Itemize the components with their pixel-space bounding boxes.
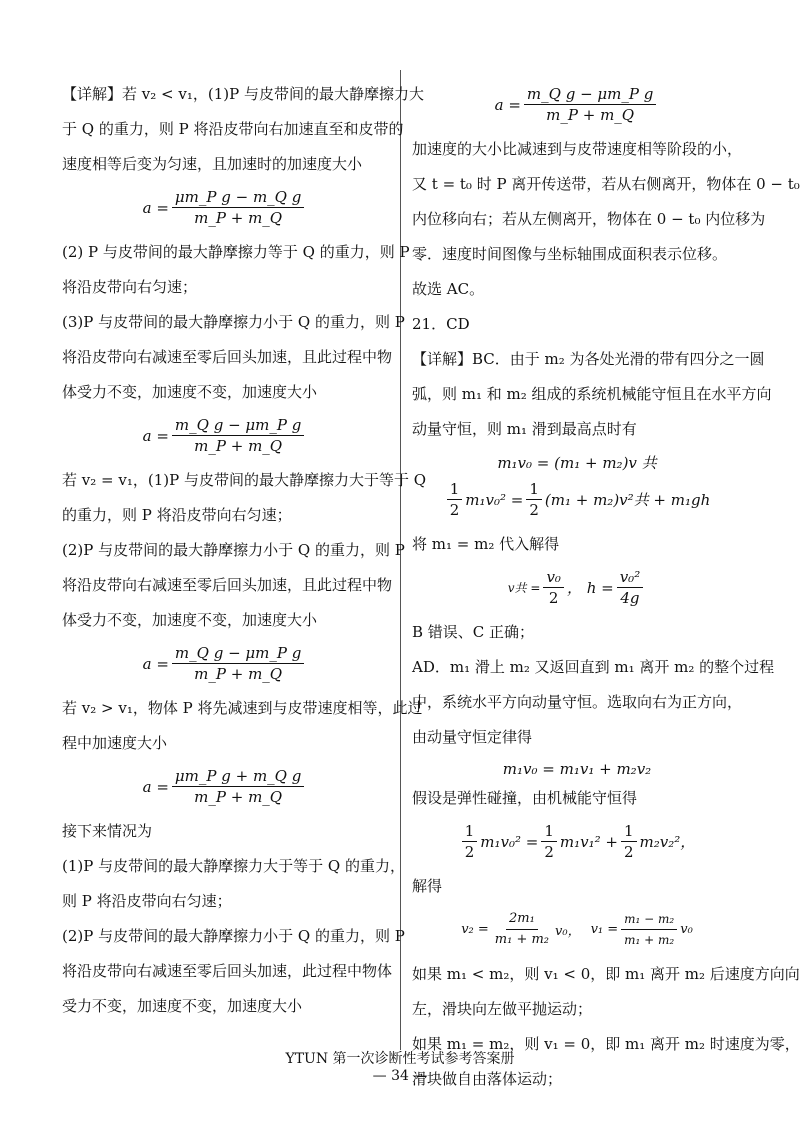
fraction-numerator: μm_P g − m_Q g <box>172 187 304 208</box>
eq-lhs: a = <box>142 654 169 673</box>
fraction-numerator: v₀ <box>543 567 564 588</box>
text-line: 将沿皮带向右减速至零后回头加速，此过程中物体 <box>62 962 393 980</box>
text-line: 若 v₂ = v₁，(1)P 与皮带间的最大静摩擦力大于等于 Q <box>62 471 427 489</box>
equation <box>412 909 742 950</box>
text-line: 将沿皮带向右减速至零后回头加速，且此过程中物 <box>62 576 393 594</box>
text-line: 受力不变，加速度不变，加速度大小 <box>62 997 303 1015</box>
fraction-denominator: 2 <box>464 843 475 861</box>
eq-lhs: a = <box>494 95 521 114</box>
text-line: 若 v₂ > v₁，物体 P 将先减速到与皮带速度相等，此过 <box>62 699 423 717</box>
right-column <box>412 84 800 1102</box>
fraction <box>543 567 564 608</box>
eq-part: (m₁ + m₂)v²共 + m₁gh <box>544 491 711 509</box>
fraction-numerator: m_Q g − μm_P g <box>524 84 656 105</box>
eq-part: m₂v₂²， <box>639 833 696 851</box>
text-line: 故选 AC。 <box>412 280 485 298</box>
text-line: 将 m₁ = m₂ 代入解得 <box>412 535 560 553</box>
fraction-numerator: 1 <box>526 479 542 500</box>
fraction-denominator: m_P + m_Q <box>194 665 283 683</box>
text-line: 由动量守恒定律得 <box>412 728 533 746</box>
equation <box>62 643 388 684</box>
text-line: (1)P 与皮带间的最大静摩擦力大于等于 Q 的重力， <box>62 857 405 875</box>
text-line: 将沿皮带向右减速至零后回头加速，且此过程中物 <box>62 348 393 366</box>
fraction-denominator: m_P + m_Q <box>194 209 283 227</box>
text-line: 如果 m₁ < m₂，则 v₁ < 0，即 m₁ 离开 m₂ 后速度方向向 <box>412 965 800 983</box>
text-line: 滑块做自由落体运动； <box>412 1070 563 1088</box>
fraction-numerator: m_Q g − μm_P g <box>172 415 304 436</box>
text-line: (2)P 与皮带间的最大静摩擦力小于 Q 的重力，则 P <box>62 927 405 945</box>
equation <box>412 452 742 473</box>
text-line: 的重力，则 P 将沿皮带向右匀速； <box>62 506 292 524</box>
left-column <box>62 82 427 1029</box>
fraction <box>617 567 644 608</box>
text-line: B 错误、C 正确； <box>412 623 535 641</box>
equation <box>412 567 742 608</box>
fraction-numerator: 1 <box>462 821 478 842</box>
text-line: 于 Q 的重力，则 P 将沿皮带向右加速直至和皮带的 <box>62 120 404 138</box>
fraction <box>621 909 677 950</box>
text-line: 动量守恒，则 m₁ 滑到最高点时有 <box>412 420 637 438</box>
fraction-numerator: 2m₁ <box>506 909 538 930</box>
eq-line: m₁v₀ = (m₁ + m₂)v 共 <box>497 454 657 472</box>
text-line: 速度相等后变为匀速，且加速时的加速度大小 <box>62 155 363 173</box>
fraction-numerator: 1 <box>621 821 637 842</box>
fraction <box>492 909 552 950</box>
equation <box>62 415 388 456</box>
text-line: 接下来情况为 <box>62 822 153 840</box>
eq-lhs: v₂ = <box>461 922 489 937</box>
equation <box>412 760 742 778</box>
equation <box>412 821 742 862</box>
text-line: 中，系统水平方向动量守恒。选取向右为正方向， <box>412 693 743 711</box>
fraction <box>526 479 542 520</box>
fraction-denominator: m_P + m_Q <box>546 106 635 124</box>
fraction <box>541 821 557 862</box>
fraction <box>172 643 304 684</box>
fraction-numerator: 1 <box>447 479 463 500</box>
fraction <box>172 766 304 807</box>
text-line: 零．速度时间图像与坐标轴围成面积表示位移。 <box>412 245 728 263</box>
footer-title: YTUN 第一次诊断性考试参考答案册 <box>285 1051 515 1067</box>
text-line: AD．m₁ 滑上 m₂ 又返回直到 m₁ 离开 m₂ 的整个过程 <box>412 658 775 676</box>
fraction-denominator: m₁ + m₂ <box>624 933 675 947</box>
text-line: 体受力不变，加速度不变，加速度大小 <box>62 611 318 629</box>
eq-lhs: a = <box>142 198 169 217</box>
eq-lhs: a = <box>142 426 169 445</box>
eq-lhs: v共 = <box>507 581 541 595</box>
eq-part: m₁v₁² + <box>559 832 618 851</box>
fraction-denominator: 2 <box>529 501 539 519</box>
page-number: — 34 — <box>372 1068 428 1084</box>
text-line: 【详解】若 v₂ < v₁，(1)P 与皮带间的最大静摩擦力大 <box>62 85 424 103</box>
fraction-denominator: m_P + m_Q <box>194 437 283 455</box>
fraction-numerator: m_Q g − μm_P g <box>172 643 304 664</box>
text-line: 体受力不变，加速度不变，加速度大小 <box>62 383 318 401</box>
text-line: (3)P 与皮带间的最大静摩擦力小于 Q 的重力，则 P <box>62 313 405 331</box>
fraction-denominator: m_P + m_Q <box>194 788 283 806</box>
fraction-numerator: μm_P g + m_Q g <box>172 766 304 787</box>
fraction-numerator: v₀² <box>617 567 644 588</box>
text-line: 则 P 将沿皮带向右匀速； <box>62 892 232 910</box>
fraction-numerator: 1 <box>541 821 557 842</box>
text-line: (2) P 与皮带间的最大静摩擦力等于 Q 的重力，则 P <box>62 243 410 261</box>
text-line: 内位移向右；若从左侧离开，物体在 0 − t₀ 内位移为 <box>412 210 766 228</box>
eq-part: v₀ <box>680 922 693 937</box>
fraction-denominator: 2 <box>623 843 634 861</box>
text-line: 又 t = t₀ 时 P 离开传送带，若从右侧离开，物体在 0 − t₀ <box>412 175 800 193</box>
text-line: 弧，则 m₁ 和 m₂ 组成的系统机械能守恒且在水平方向 <box>412 385 772 403</box>
eq-part: m₁v₀² = <box>480 832 539 851</box>
fraction <box>172 415 304 456</box>
fraction-denominator: 2 <box>544 843 554 861</box>
fraction <box>621 821 637 862</box>
fraction-denominator: 2 <box>449 501 460 519</box>
fraction <box>524 84 656 125</box>
eq-part: m₁v₀² = <box>465 490 524 509</box>
equation <box>62 766 388 807</box>
text-line: 左，滑块向左做平抛运动； <box>412 1000 593 1018</box>
text-line: 加速度的大小比减速到与皮带速度相等阶段的小， <box>412 140 743 158</box>
eq-line: m₁v₀ = m₁v₁ + m₂v₂ <box>502 760 652 778</box>
eq-lhs: a = <box>142 777 169 796</box>
eq-part: v₀， <box>555 924 581 939</box>
text-line: 如果 m₁ = m₂，则 v₁ = 0，即 m₁ 离开 m₂ 时速度为零， <box>412 1035 800 1053</box>
eq-lhs: v₁ = <box>590 922 619 937</box>
fraction <box>172 187 304 228</box>
eq-part: ， h = <box>566 579 614 597</box>
text-line: 【详解】BC．由于 m₂ 为各处光滑的带有四分之一圆 <box>412 350 765 368</box>
equation <box>62 187 388 228</box>
text-line: 假设是弹性碰撞，由机械能守恒得 <box>412 789 638 807</box>
fraction <box>462 821 478 862</box>
fraction-numerator: m₁ − m₂ <box>621 909 677 930</box>
text-line: 将沿皮带向右匀速； <box>62 278 198 296</box>
text-line: 解得 <box>412 877 443 895</box>
fraction-denominator: m₁ + m₂ <box>494 932 550 947</box>
fraction <box>447 479 463 520</box>
equation <box>412 84 742 125</box>
column-divider <box>400 70 401 1050</box>
fraction-denominator: 2 <box>548 589 559 607</box>
text-line: 程中加速度大小 <box>62 734 168 752</box>
text-line: (2)P 与皮带间的最大静摩擦力小于 Q 的重力，则 P <box>62 541 405 559</box>
question-number: 21．CD <box>412 315 470 333</box>
equation <box>412 479 742 520</box>
fraction-denominator: 4g <box>620 589 640 607</box>
